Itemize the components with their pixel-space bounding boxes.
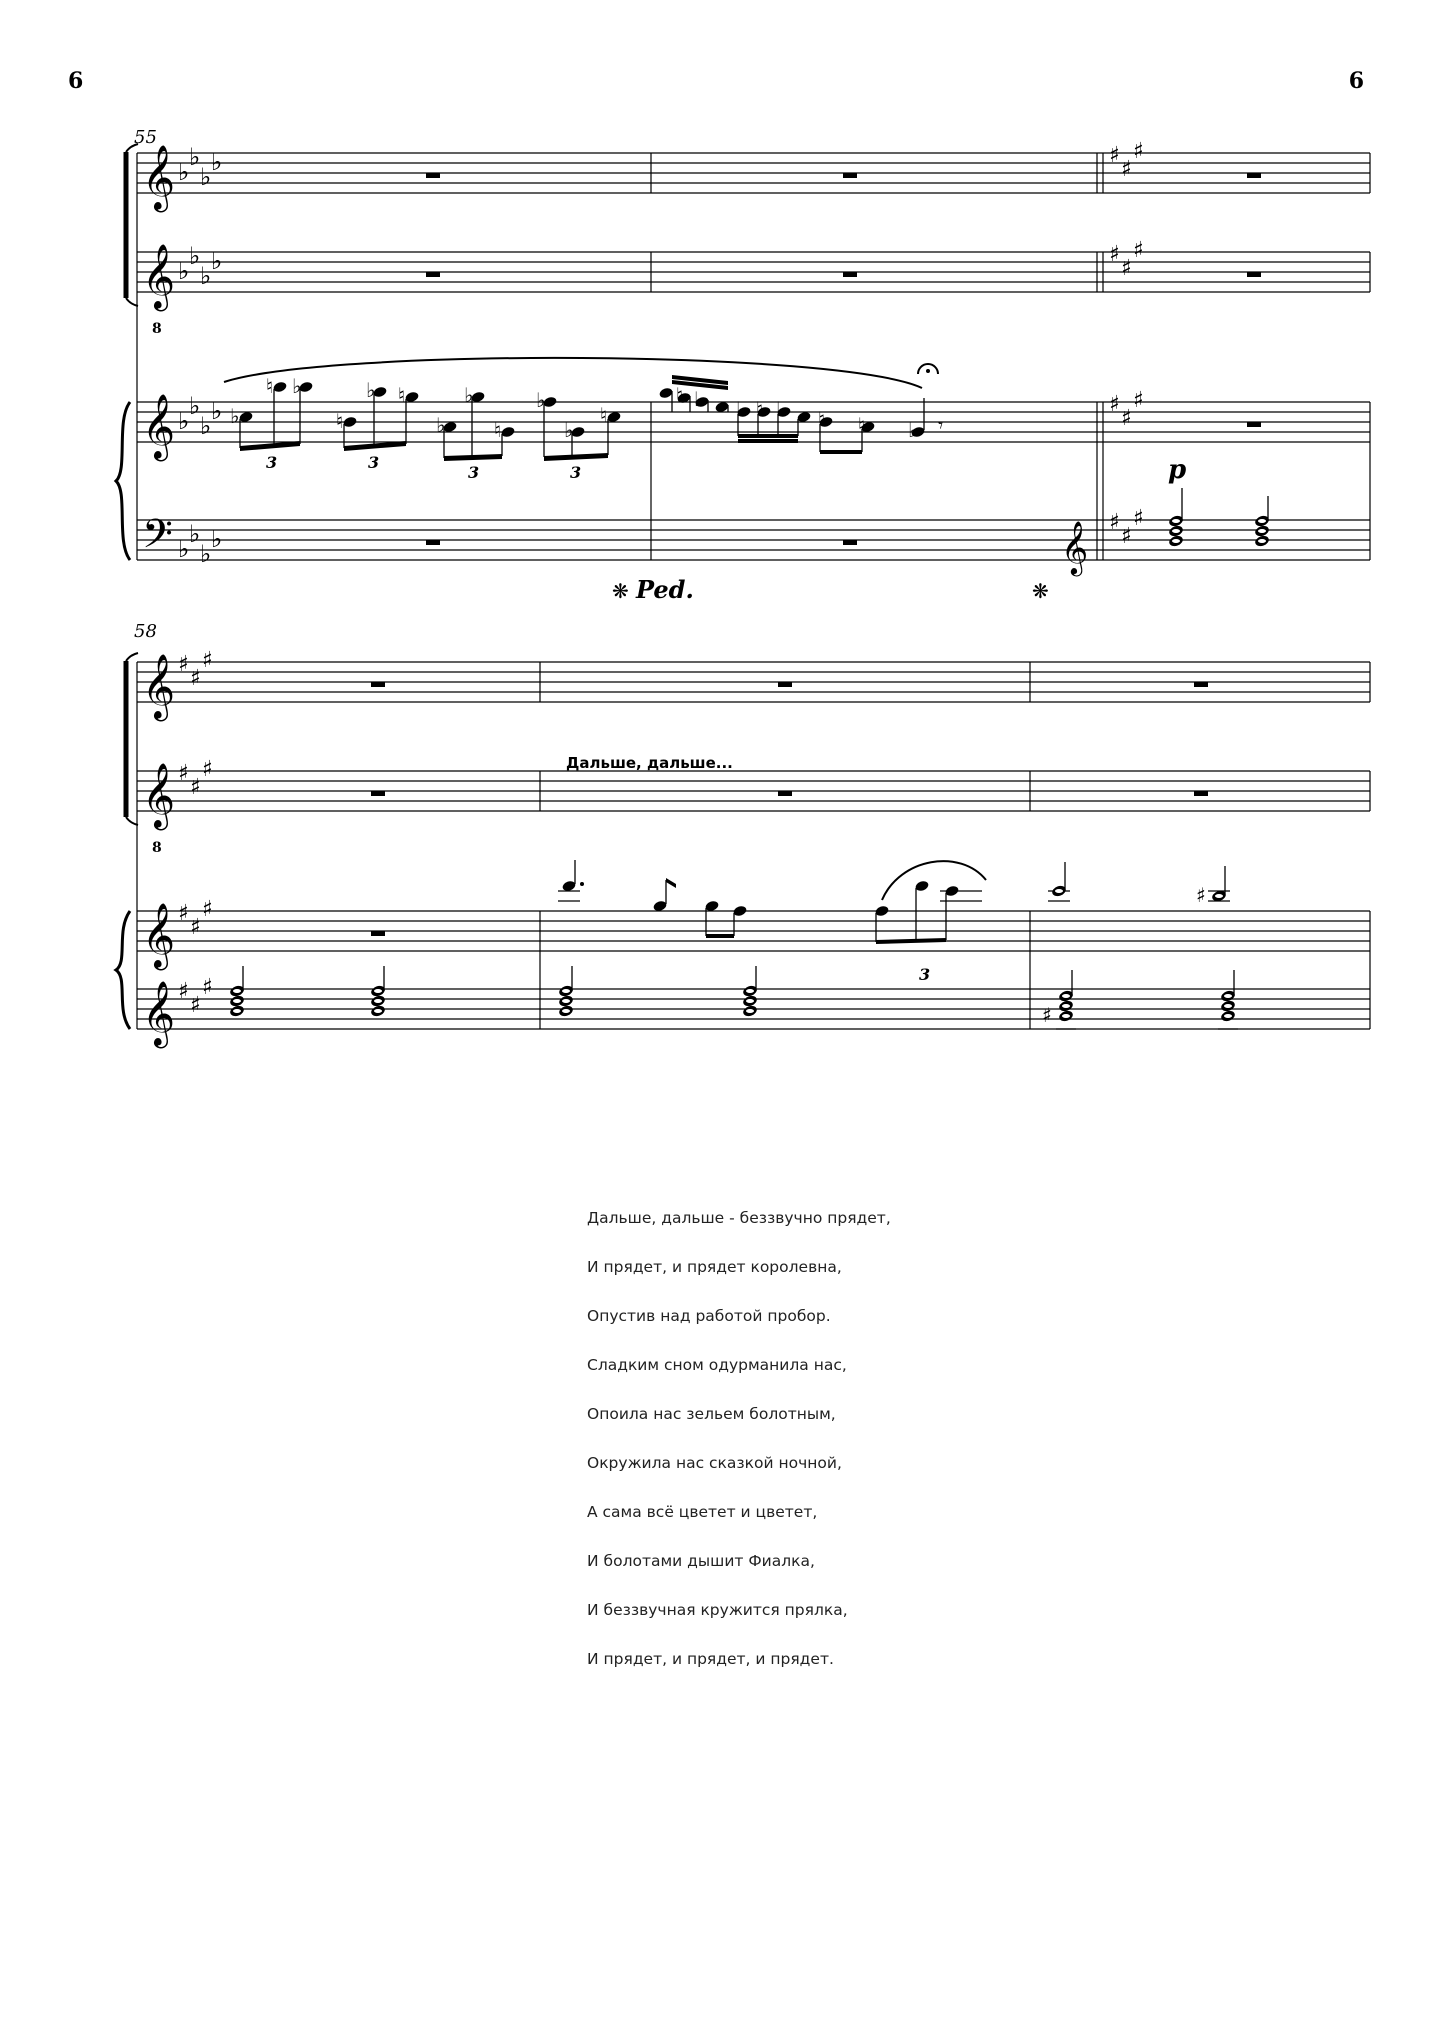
svg-text:♭: ♭ xyxy=(178,407,190,435)
svg-text:♭: ♭ xyxy=(776,397,786,421)
svg-text:♯: ♯ xyxy=(178,652,189,677)
svg-text:♮: ♮ xyxy=(398,383,406,407)
svg-text:♯: ♯ xyxy=(1109,510,1120,535)
voice-lyric: Дальше, дальше... xyxy=(566,754,733,772)
tuplet-3: 3 xyxy=(368,453,380,472)
svg-text:♯: ♯ xyxy=(202,897,213,922)
svg-text:8: 8 xyxy=(152,321,162,337)
svg-text:♭: ♭ xyxy=(536,388,546,412)
staff-lines-system-2 xyxy=(137,662,1370,1029)
svg-text:♭: ♭ xyxy=(189,392,201,420)
svg-text:♯: ♯ xyxy=(1121,256,1132,281)
svg-text:♮: ♮ xyxy=(676,383,684,407)
svg-text:♭: ♭ xyxy=(200,540,212,568)
staff-tenor xyxy=(137,771,1370,811)
treble-clef-icon: 𝄞 xyxy=(142,981,176,1046)
whole-rests-system-1 xyxy=(426,173,1261,545)
svg-text:♯: ♯ xyxy=(1133,388,1144,413)
svg-text:♭: ♭ xyxy=(200,412,212,440)
svg-text:♯: ♯ xyxy=(1121,157,1132,182)
svg-text:♯: ♯ xyxy=(202,757,213,782)
svg-text:♭: ♭ xyxy=(211,397,223,425)
svg-text:♯: ♯ xyxy=(1109,143,1120,168)
svg-text:♭: ♭ xyxy=(436,413,446,437)
page-number-left: 6 xyxy=(68,68,84,94)
staff-piano-bass xyxy=(137,520,1370,560)
svg-text:♯: ♯ xyxy=(1133,139,1144,164)
poem-line: Дальше, дальше - беззвучно прядет, xyxy=(587,1209,891,1227)
slur xyxy=(882,861,986,900)
treble-clef-icon: 𝄞 xyxy=(142,903,176,968)
staff-tenor xyxy=(137,252,1370,292)
svg-text:♭: ♭ xyxy=(189,143,201,171)
dynamic-piano: p xyxy=(1168,455,1187,485)
svg-text:♭: ♭ xyxy=(189,242,201,270)
piano-sixteenths-bar-56 xyxy=(658,364,943,454)
piano-brace xyxy=(116,402,130,560)
poem-line: Опоила нас зельем болотным, xyxy=(587,1405,836,1423)
clefs-system-1 xyxy=(142,145,1088,576)
treble-clef-8vb-icon: 𝄞 xyxy=(142,244,176,309)
key-signature-sharps xyxy=(1109,139,1144,549)
svg-text:♯: ♯ xyxy=(1121,524,1132,549)
piano-brace xyxy=(116,911,130,1029)
svg-text:♯: ♯ xyxy=(1109,392,1120,417)
measure-number-58: 58 xyxy=(134,621,157,642)
svg-text:♭: ♭ xyxy=(230,404,240,428)
pedal-release-icon: ❋ xyxy=(1032,579,1049,603)
tuplet-3: 3 xyxy=(570,463,582,482)
svg-text:♭: ♭ xyxy=(908,418,918,442)
tuplet-3: 3 xyxy=(266,453,278,472)
svg-text:♯: ♯ xyxy=(178,901,189,926)
poem-line: А сама всё цветет и цветет, xyxy=(587,1503,818,1521)
svg-text:♯: ♯ xyxy=(190,993,201,1018)
svg-text:𝄾: 𝄾 xyxy=(938,413,944,437)
svg-text:♯: ♯ xyxy=(202,975,213,1000)
svg-text:♮: ♮ xyxy=(818,407,826,431)
treble-clef-8vb-icon: 𝄞 xyxy=(142,763,176,828)
piano-melody-bar-60 xyxy=(1048,862,1230,907)
tuplet-3: 3 xyxy=(919,965,931,984)
system-2 xyxy=(116,621,1370,1048)
svg-text:♭: ♭ xyxy=(366,378,376,402)
page-number-right: 6 xyxy=(1348,68,1364,94)
treble-clef-icon: 𝄞 xyxy=(142,654,176,719)
svg-text:♮: ♮ xyxy=(858,413,866,437)
treble-clef-icon: 𝄞 xyxy=(142,394,176,459)
svg-text:♭: ♭ xyxy=(564,418,574,442)
svg-text:♭: ♭ xyxy=(694,387,704,411)
key-signature-flats xyxy=(178,143,222,568)
svg-text:♭: ♭ xyxy=(189,520,201,548)
svg-text:♭: ♭ xyxy=(736,397,746,421)
system-1 xyxy=(116,127,1370,604)
staff-soprano xyxy=(137,153,1370,193)
svg-text:♭: ♭ xyxy=(200,262,212,290)
poem-line: И болотами дышит Фиалка, xyxy=(587,1552,815,1570)
pedal-mark: Ped. xyxy=(636,575,694,604)
tuplet-3: 3 xyxy=(468,463,480,482)
whole-rests-system-2 xyxy=(371,682,1208,936)
svg-text:♯: ♯ xyxy=(190,775,201,800)
svg-text:♯: ♯ xyxy=(1196,883,1206,907)
svg-text:♯: ♯ xyxy=(190,915,201,940)
svg-text:♮: ♮ xyxy=(756,397,764,421)
piano-chords-bar-57 xyxy=(1168,488,1270,548)
svg-text:♯: ♯ xyxy=(1109,242,1120,267)
phrase-slur xyxy=(224,358,922,388)
svg-text:♭: ♭ xyxy=(211,148,223,176)
svg-text:♯: ♯ xyxy=(1133,238,1144,263)
staff-soprano xyxy=(137,662,1370,702)
svg-text:♮: ♮ xyxy=(494,418,502,442)
svg-text:♯: ♯ xyxy=(1133,506,1144,531)
svg-text:♮: ♮ xyxy=(266,374,274,398)
poem-line: И прядет, и прядет, и прядет. xyxy=(587,1650,834,1668)
staff-piano-treble xyxy=(137,911,1370,951)
svg-text:♯: ♯ xyxy=(202,648,213,673)
poem-line: Сладким сном одурманила нас, xyxy=(587,1356,847,1374)
measure-number-55: 55 xyxy=(134,127,157,148)
svg-text:♭: ♭ xyxy=(292,374,302,398)
pedal-release-icon: ❋ xyxy=(612,579,629,603)
svg-text:♭: ♭ xyxy=(211,247,223,275)
poem-text xyxy=(587,1208,1187,1698)
svg-text:♭: ♭ xyxy=(211,525,223,553)
svg-text:♭: ♭ xyxy=(178,535,190,563)
treble-clef-icon: 𝄞 xyxy=(142,145,176,210)
svg-text:♭: ♭ xyxy=(178,158,190,186)
svg-text:♯: ♯ xyxy=(178,761,189,786)
svg-text:♭: ♭ xyxy=(200,163,212,191)
poem-line: Окружила нас сказкой ночной, xyxy=(587,1454,842,1472)
svg-text:♯: ♯ xyxy=(178,979,189,1004)
svg-text:8: 8 xyxy=(152,840,162,856)
key-signature-sharps xyxy=(178,648,213,1018)
poem-line: И беззвучная кружится прялка, xyxy=(587,1601,848,1619)
treble-clef-change-icon: 𝄞 xyxy=(1061,520,1089,574)
svg-text:♭: ♭ xyxy=(178,257,190,285)
clefs-system-2 xyxy=(142,654,175,1048)
svg-text:♭: ♭ xyxy=(464,383,474,407)
bass-clef-icon: 𝄢 xyxy=(142,511,173,567)
svg-text:♯: ♯ xyxy=(190,666,201,691)
svg-text:♮: ♮ xyxy=(600,403,608,427)
staff-lines-system-1 xyxy=(137,153,1370,560)
poem-line: Опустив над работой пробор. xyxy=(587,1307,831,1325)
svg-text:♯: ♯ xyxy=(1042,1003,1052,1027)
poem-line: И прядет, и прядет королевна, xyxy=(587,1258,842,1276)
svg-text:♮: ♮ xyxy=(336,409,344,433)
svg-text:♯: ♯ xyxy=(1121,406,1132,431)
piano-triplets-bar-55 xyxy=(230,374,622,461)
